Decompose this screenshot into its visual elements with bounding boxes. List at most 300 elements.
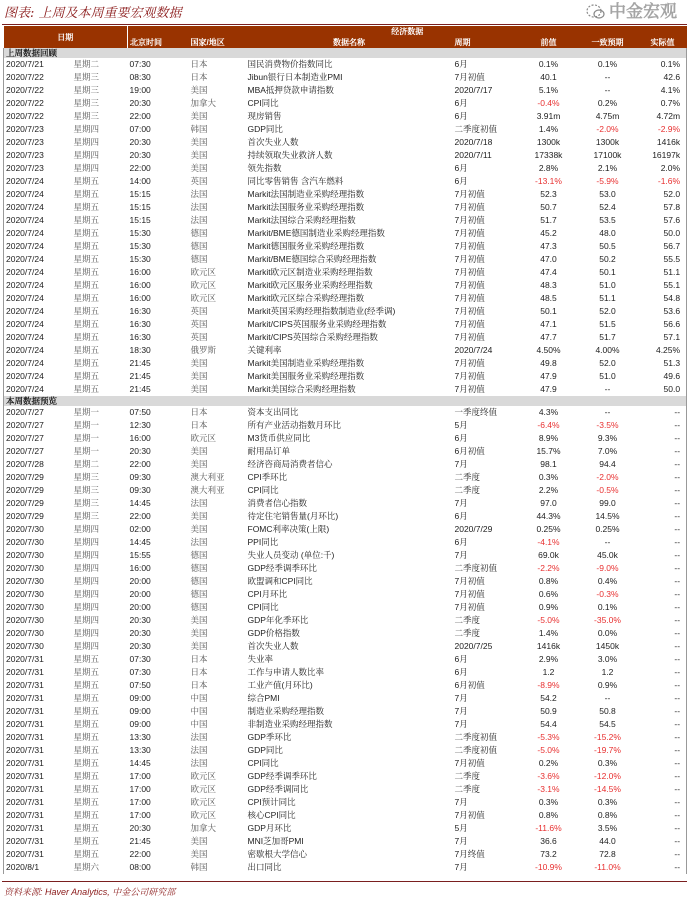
- cell-date: 2020/7/30: [6, 524, 44, 534]
- cell-period: 5月: [454, 823, 468, 833]
- cell-period: 2020/7/24: [454, 345, 493, 355]
- cell-indicator: Markit/CIPS英国综合采购经理指数: [247, 332, 378, 342]
- cell-actual: --: [674, 641, 681, 651]
- cell-time: 13:30: [129, 745, 151, 755]
- cell-indicator: PPI同比: [247, 537, 279, 547]
- cell-indicator: CPI同比: [247, 98, 279, 108]
- top-divider: [2, 24, 687, 25]
- cell-indicator: 失业率: [247, 654, 274, 664]
- cell-time: 15:15: [129, 202, 151, 212]
- cell-country: 中国: [190, 693, 208, 703]
- cell-time: 14:45: [129, 537, 151, 547]
- cell-consensus: 17100k: [593, 150, 622, 160]
- cell-previous: -10.9%: [535, 862, 562, 872]
- cell-consensus: 72.8: [599, 849, 616, 859]
- cell-country: 法国: [190, 758, 208, 768]
- cell-previous: -5.0%: [537, 745, 560, 755]
- cell-time: 07:50: [129, 680, 151, 690]
- cell-period: 6月: [454, 537, 468, 547]
- cell-weekday: 星期五: [73, 667, 100, 677]
- cell-indicator: Markit/BME德国综合采购经理指数: [247, 254, 377, 264]
- table-row: [4, 370, 687, 383]
- cell-period: 2020/7/29: [454, 524, 493, 534]
- cell-country: 德国: [190, 254, 208, 264]
- cell-weekday: 星期三: [73, 111, 100, 121]
- cell-weekday: 星期五: [73, 267, 100, 277]
- cell-country: 日本: [190, 59, 208, 69]
- cell-weekday: 星期五: [73, 654, 100, 664]
- cell-consensus: -3.5%: [596, 420, 619, 430]
- cell-previous: -5.0%: [537, 615, 560, 625]
- cell-period: 二季度: [454, 615, 481, 625]
- table-row: [4, 731, 687, 744]
- cell-period: 二季度初值: [454, 124, 498, 134]
- cell-country: 美国: [190, 384, 208, 394]
- cell-country: 欧元区: [190, 810, 217, 820]
- cell-time: 15:30: [129, 228, 151, 238]
- cell-consensus: 51.7: [599, 332, 616, 342]
- table-row: [4, 97, 687, 110]
- cell-time: 20:30: [129, 641, 151, 651]
- cell-actual: --: [674, 693, 681, 703]
- cell-date: 2020/7/23: [6, 163, 44, 173]
- cell-weekday: 星期四: [73, 576, 100, 586]
- cell-indicator: GDP经季调季环比: [247, 771, 317, 781]
- cell-country: 法国: [190, 189, 208, 199]
- cell-country: 日本: [190, 72, 208, 82]
- table-row: [4, 835, 687, 848]
- cell-actual: --: [674, 420, 681, 430]
- cell-period: 二季度初值: [454, 732, 498, 742]
- cell-indicator: GDP价格指数: [247, 628, 300, 638]
- cell-country: 法国: [190, 537, 208, 547]
- table-row: [4, 175, 687, 188]
- col-header-period: 周期: [453, 37, 521, 48]
- cell-date: 2020/7/30: [6, 628, 44, 638]
- cell-date: 2020/7/30: [6, 589, 44, 599]
- table-row: [4, 549, 687, 562]
- cell-indicator: 持续领取失业救济人数: [247, 150, 333, 160]
- cell-weekday: 星期五: [73, 371, 100, 381]
- cell-weekday: 星期五: [73, 745, 100, 755]
- cell-consensus: 52.0: [599, 358, 616, 368]
- cell-period: 7月: [454, 706, 468, 716]
- cell-weekday: 星期四: [73, 150, 100, 160]
- cell-date: 2020/7/31: [6, 810, 44, 820]
- cell-time: 20:00: [129, 589, 151, 599]
- cell-weekday: 星期五: [73, 345, 100, 355]
- cell-weekday: 星期二: [73, 59, 100, 69]
- cell-previous: 98.1: [540, 459, 557, 469]
- cell-date: 2020/7/24: [6, 319, 44, 329]
- cell-actual: --: [674, 680, 681, 690]
- cell-time: 20:00: [129, 576, 151, 586]
- cell-country: 法国: [190, 745, 208, 755]
- cell-consensus: 44.0: [599, 836, 616, 846]
- cell-time: 17:00: [129, 771, 151, 781]
- cell-date: 2020/7/22: [6, 72, 44, 82]
- cell-time: 21:45: [129, 371, 151, 381]
- cell-actual: --: [674, 628, 681, 638]
- cell-country: 欧元区: [190, 433, 217, 443]
- cell-indicator: Markit欧元区服务业采购经理指数: [247, 280, 373, 290]
- cell-indicator: Markit德国服务业采购经理指数: [247, 241, 365, 251]
- cell-time: 09:30: [129, 485, 151, 495]
- cell-country: 美国: [190, 524, 208, 534]
- cell-weekday: 星期五: [73, 784, 100, 794]
- cell-weekday: 星期五: [73, 797, 100, 807]
- cell-date: 2020/7/31: [6, 849, 44, 859]
- figure-title: 图表: 上周及本周重要宏观数据: [4, 6, 182, 21]
- cell-date: 2020/7/31: [6, 732, 44, 742]
- cell-indicator: CPI季环比: [247, 472, 288, 482]
- col-header-time: 北京时间: [128, 37, 189, 48]
- table-row: [4, 305, 687, 318]
- macro-data-table: [3, 26, 687, 874]
- cell-indicator: CPI同比: [247, 758, 279, 768]
- cell-time: 16:00: [129, 433, 151, 443]
- cell-consensus: --: [604, 384, 611, 394]
- cell-time: 22:00: [129, 459, 151, 469]
- cell-weekday: 星期一: [73, 420, 100, 430]
- cell-previous: 1.4%: [538, 124, 559, 134]
- cell-consensus: 3.5%: [597, 823, 618, 833]
- cell-indicator: Markit法国综合采购经理指数: [247, 215, 356, 225]
- cell-consensus: 0.8%: [597, 810, 618, 820]
- cell-country: 韩国: [190, 862, 208, 872]
- table-row: [4, 848, 687, 861]
- cell-indicator: M3货币供应同比: [247, 433, 311, 443]
- table-row: [4, 188, 687, 201]
- cell-period: 7月: [454, 498, 468, 508]
- cell-actual: --: [674, 615, 681, 625]
- cell-actual: 51.3: [663, 358, 681, 368]
- cell-indicator: Markit/CIPS英国服务业采购经理指数: [247, 319, 387, 329]
- cell-previous: 1300k: [536, 137, 561, 147]
- cell-time: 02:00: [129, 524, 151, 534]
- cell-indicator: 待定住宅销售量(月环比): [247, 511, 339, 521]
- cell-weekday: 星期五: [73, 836, 100, 846]
- cell-consensus: -0.5%: [596, 485, 619, 495]
- cell-date: 2020/7/24: [6, 215, 44, 225]
- cell-previous: 73.2: [540, 849, 557, 859]
- cell-date: 2020/7/24: [6, 345, 44, 355]
- cell-consensus: 50.5: [599, 241, 616, 251]
- cell-time: 22:00: [129, 111, 151, 121]
- cell-actual: --: [674, 550, 681, 560]
- cell-previous: 0.3%: [538, 472, 559, 482]
- cell-date: 2020/7/31: [6, 745, 44, 755]
- table-row: [4, 692, 687, 705]
- cell-period: 7月初值: [454, 576, 485, 586]
- cell-time: 20:30: [129, 98, 151, 108]
- cell-weekday: 星期一: [73, 433, 100, 443]
- cell-actual: --: [674, 433, 681, 443]
- table-row: [4, 614, 687, 627]
- table-row: [4, 240, 687, 253]
- cell-country: 德国: [190, 576, 208, 586]
- cell-period: 二季度初值: [454, 745, 498, 755]
- cell-country: 美国: [190, 836, 208, 846]
- cell-date: 2020/7/27: [6, 433, 44, 443]
- table-row: [4, 110, 687, 123]
- cell-previous: -3.6%: [537, 771, 560, 781]
- cell-previous: 51.7: [540, 215, 557, 225]
- cell-time: 19:00: [129, 85, 151, 95]
- cell-date: 2020/7/30: [6, 576, 44, 586]
- cell-country: 德国: [190, 241, 208, 251]
- cell-country: 德国: [190, 228, 208, 238]
- cell-indicator: Jibun银行日本制造业PMI: [247, 72, 343, 82]
- cell-time: 22:00: [129, 163, 151, 173]
- cell-period: 7月初值: [454, 384, 485, 394]
- cell-weekday: 星期五: [73, 241, 100, 251]
- cell-weekday: 星期五: [73, 693, 100, 703]
- cell-time: 20:30: [129, 137, 151, 147]
- cell-previous: 0.8%: [538, 810, 559, 820]
- cell-indicator: 领先指数: [247, 163, 282, 173]
- cell-previous: 1416k: [536, 641, 561, 651]
- cell-weekday: 星期五: [73, 706, 100, 716]
- cell-previous: 50.7: [540, 202, 557, 212]
- cell-indicator: Markit美国服务业采购经理指数: [247, 371, 365, 381]
- cell-indicator: 非制造业采购经理指数: [247, 719, 333, 729]
- cell-indicator: 欧盟调和CPI同比: [247, 576, 313, 586]
- table-row: [4, 432, 687, 445]
- cell-country: 日本: [190, 667, 208, 677]
- cell-consensus: 50.2: [599, 254, 616, 264]
- cell-weekday: 星期三: [73, 85, 100, 95]
- cell-date: 2020/7/29: [6, 472, 44, 482]
- cell-previous: 0.8%: [538, 576, 559, 586]
- cell-period: 二季度: [454, 628, 481, 638]
- cell-period: 2020/7/11: [454, 150, 492, 160]
- cell-country: 加拿大: [190, 823, 217, 833]
- cell-actual: 2.0%: [660, 163, 681, 173]
- watermark: [586, 1, 677, 23]
- table-row: [4, 666, 687, 679]
- cell-indicator: 工作与申请人数比率: [247, 667, 325, 677]
- cell-actual: 1416k: [656, 137, 681, 147]
- cell-time: 17:00: [129, 784, 151, 794]
- cell-previous: 36.6: [540, 836, 557, 846]
- cell-date: 2020/7/30: [6, 563, 44, 573]
- cell-previous: 3.91m: [536, 111, 561, 121]
- cell-indicator: 核心CPI同比: [247, 810, 296, 820]
- cell-previous: 49.8: [540, 358, 557, 368]
- table-row: [4, 627, 687, 640]
- cell-consensus: 1.2: [601, 667, 614, 677]
- cell-time: 20:30: [129, 150, 151, 160]
- cell-time: 15:30: [129, 241, 151, 251]
- section-label: 上周数据回顾: [4, 48, 687, 58]
- cell-actual: 52.0: [663, 189, 681, 199]
- cell-indicator: GDP月环比: [247, 823, 292, 833]
- cell-previous: 97.0: [540, 498, 557, 508]
- cell-previous: 45.2: [540, 228, 557, 238]
- table-row: [4, 783, 687, 796]
- cell-country: 中国: [190, 706, 208, 716]
- cell-weekday: 星期四: [73, 615, 100, 625]
- cell-indicator: 资本支出同比: [247, 407, 299, 417]
- cell-previous: 4.50%: [536, 345, 561, 355]
- cell-actual: --: [674, 862, 681, 872]
- cell-period: 二季度初值: [454, 563, 498, 573]
- cell-weekday: 星期四: [73, 537, 100, 547]
- cell-previous: -0.4%: [537, 98, 560, 108]
- cell-date: 2020/7/24: [6, 228, 44, 238]
- cell-previous: -4.1%: [537, 537, 560, 547]
- cell-date: 2020/7/31: [6, 784, 44, 794]
- cell-date: 2020/7/23: [6, 137, 44, 147]
- cell-country: 美国: [190, 137, 208, 147]
- cell-time: 16:00: [129, 563, 151, 573]
- table-body: [4, 48, 687, 874]
- cell-indicator: 关键利率: [247, 345, 282, 355]
- cell-actual: --: [674, 446, 681, 456]
- cell-actual: --: [674, 823, 681, 833]
- cell-time: 18:30: [129, 345, 151, 355]
- cell-time: 07:00: [129, 124, 151, 134]
- cell-date: 2020/7/24: [6, 241, 44, 251]
- table-row: [4, 796, 687, 809]
- cell-time: 15:15: [129, 189, 151, 199]
- cell-indicator: 所有产业活动指数月环比: [247, 420, 342, 430]
- cell-previous: 5.1%: [538, 85, 559, 95]
- cell-weekday: 星期三: [73, 98, 100, 108]
- cell-period: 7月初值: [454, 332, 485, 342]
- cell-weekday: 星期四: [73, 524, 100, 534]
- cell-previous: -8.9%: [537, 680, 560, 690]
- cell-time: 14:45: [129, 758, 151, 768]
- cell-period: 一季度终值: [454, 407, 498, 417]
- table-row: [4, 536, 687, 549]
- cell-time: 20:00: [129, 602, 151, 612]
- cell-previous: -3.1%: [537, 784, 560, 794]
- cell-period: 2020/7/17: [454, 85, 493, 95]
- cell-period: 二季度: [454, 784, 481, 794]
- cell-weekday: 星期三: [73, 498, 100, 508]
- cell-actual: 50.0: [663, 228, 681, 238]
- cell-indicator: 耐用品订单: [247, 446, 291, 456]
- cell-actual: 56.7: [663, 241, 681, 251]
- cell-indicator: FOMC利率决策(上限): [247, 524, 330, 534]
- cell-period: 7月初值: [454, 267, 485, 277]
- table-row: [4, 575, 687, 588]
- cell-previous: 2.8%: [538, 163, 559, 173]
- cell-country: 美国: [190, 163, 208, 173]
- cell-period: 7月初值: [454, 189, 485, 199]
- cell-country: 德国: [190, 589, 208, 599]
- cell-consensus: 7.0%: [597, 446, 618, 456]
- cell-weekday: 星期五: [73, 758, 100, 768]
- cell-consensus: 51.1: [599, 293, 616, 303]
- cell-time: 15:55: [129, 550, 151, 560]
- cell-country: 欧元区: [190, 267, 217, 277]
- cell-consensus: -19.7%: [594, 745, 621, 755]
- col-header-consensus: 一致预期: [577, 37, 639, 48]
- cell-previous: 0.3%: [538, 797, 559, 807]
- cell-period: 7月: [454, 719, 468, 729]
- cell-previous: 48.5: [540, 293, 557, 303]
- cell-date: 2020/7/31: [6, 719, 44, 729]
- cell-time: 21:45: [129, 384, 151, 394]
- cell-weekday: 星期五: [73, 254, 100, 264]
- cell-consensus: -5.9%: [596, 176, 619, 186]
- cell-period: 7月初值: [454, 228, 485, 238]
- cell-weekday: 星期六: [73, 862, 100, 872]
- cell-country: 日本: [190, 420, 208, 430]
- cell-actual: 55.1: [663, 280, 681, 290]
- cell-weekday: 星期五: [73, 228, 100, 238]
- cell-actual: 54.8: [663, 293, 681, 303]
- cell-time: 12:30: [129, 420, 151, 430]
- cell-actual: 4.1%: [660, 85, 681, 95]
- cell-previous: 0.9%: [538, 602, 559, 612]
- cell-date: 2020/7/31: [6, 836, 44, 846]
- cell-actual: -2.9%: [657, 124, 681, 134]
- cell-weekday: 星期三: [73, 472, 100, 482]
- cell-country: 法国: [190, 202, 208, 212]
- cell-previous: 54.2: [540, 693, 557, 703]
- cell-weekday: 星期四: [73, 589, 100, 599]
- cell-country: 法国: [190, 215, 208, 225]
- cell-actual: --: [674, 784, 681, 794]
- cell-date: 2020/7/24: [6, 280, 44, 290]
- table-row: [4, 588, 687, 601]
- cell-date: 2020/7/21: [6, 59, 44, 69]
- cell-country: 德国: [190, 602, 208, 612]
- cell-weekday: 星期一: [73, 407, 100, 417]
- cell-indicator: 综合PMI: [247, 693, 280, 703]
- cell-country: 英国: [190, 306, 208, 316]
- cell-consensus: --: [604, 693, 611, 703]
- cell-country: 韩国: [190, 124, 208, 134]
- cell-actual: 4.25%: [655, 345, 681, 355]
- table-row: [4, 445, 687, 458]
- cell-indicator: GDP经季调同比: [247, 784, 309, 794]
- cell-consensus: -11.0%: [594, 862, 621, 872]
- cell-country: 日本: [190, 680, 208, 690]
- table-row: [4, 383, 687, 396]
- cell-actual: --: [674, 563, 681, 573]
- cell-previous: 47.9: [540, 371, 557, 381]
- wechat-icon: [586, 3, 606, 21]
- table-row: [4, 279, 687, 292]
- cell-period: 2020/7/25: [454, 641, 493, 651]
- cell-country: 美国: [190, 111, 208, 121]
- cell-date: 2020/7/24: [6, 293, 44, 303]
- cell-indicator: 制造业采购经理指数: [247, 706, 325, 716]
- cell-indicator: CPI月环比: [247, 589, 288, 599]
- section-header: [4, 48, 687, 58]
- cell-previous: -2.2%: [537, 563, 560, 573]
- col-header-country: 国家/地区: [189, 37, 246, 48]
- cell-consensus: 50.1: [599, 267, 616, 277]
- cell-date: 2020/7/30: [6, 641, 44, 651]
- cell-weekday: 星期五: [73, 771, 100, 781]
- cell-period: 6月: [454, 433, 468, 443]
- cell-consensus: 99.0: [599, 498, 616, 508]
- cell-time: 21:45: [129, 358, 151, 368]
- cell-consensus: 0.25%: [595, 524, 620, 534]
- cell-weekday: 星期五: [73, 719, 100, 729]
- cell-weekday: 星期一: [73, 446, 100, 456]
- table-row: [4, 253, 687, 266]
- cell-actual: 57.6: [663, 215, 681, 225]
- cell-previous: 15.7%: [536, 446, 561, 456]
- cell-period: 5月: [454, 420, 468, 430]
